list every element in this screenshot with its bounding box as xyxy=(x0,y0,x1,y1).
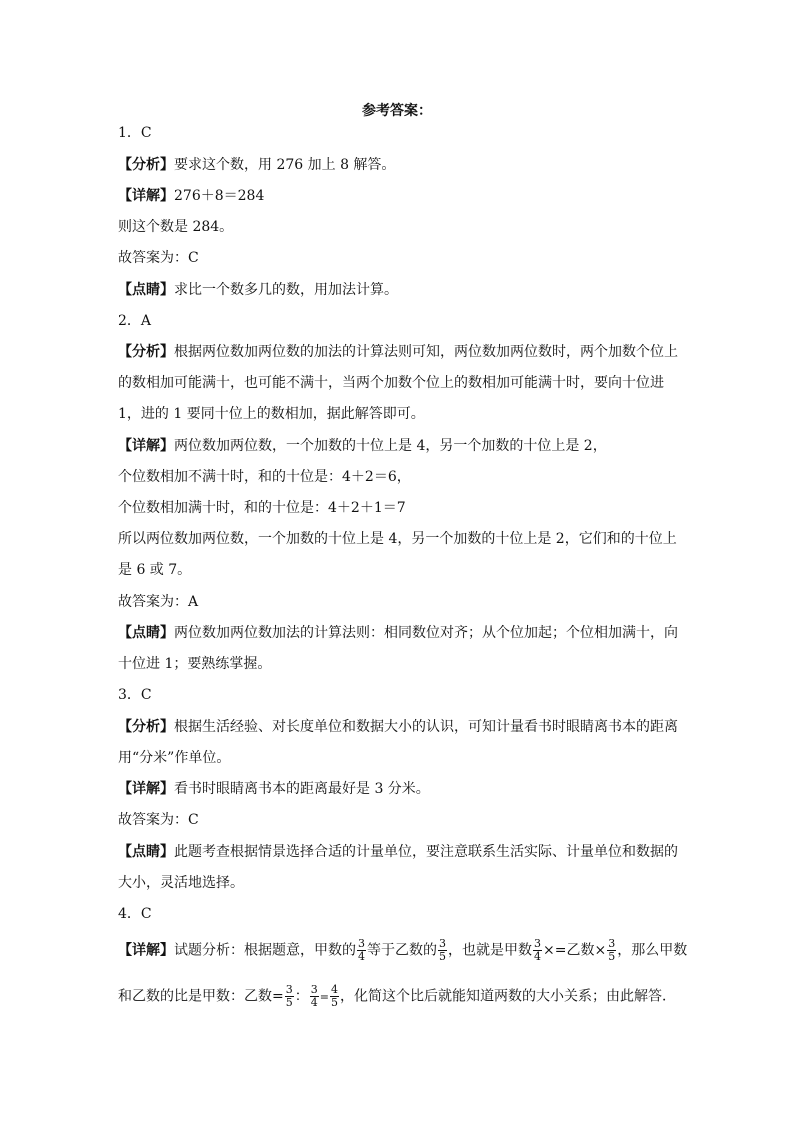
fraction-three-quarters: $\frac{3}{4}$ xyxy=(534,937,541,963)
q2-detail-line3: 个位数相加满十时，和的十位是：4＋2＋1＝7 xyxy=(118,500,406,516)
q3-analysis xyxy=(118,717,678,737)
q2-detail-line5: 是 6 或 7。 xyxy=(118,562,192,578)
q2-detail-line4: 所以两位数加两位数，一个加数的十位上是 4，另一个加数的十位上是 2，它们和的十位上 xyxy=(118,531,677,547)
q2-heading: 2．A xyxy=(118,313,152,329)
detail-tag: 【详解】 xyxy=(118,781,174,797)
q2-analysis-line2: 的数相加可能满十，也可能不满十，当两个加数个位上的数相加可能满十时，要向十位进 xyxy=(118,375,664,391)
equals-sign: = xyxy=(319,990,329,1004)
q4-detail xyxy=(118,937,688,963)
detail-text-h: ，化简这个比后就能知道两数的大小关系；由此解答． xyxy=(339,988,676,1005)
detail-text-c: ，也就是甲数 xyxy=(448,942,532,959)
detail-text: 276＋8＝284 xyxy=(174,188,265,204)
q1-answer: 故答案为：C xyxy=(118,250,199,266)
detail-text: 两位数加两位数，一个加数的十位上是 4，另一个加数的十位上是 2， xyxy=(174,438,607,454)
detail-text-e: ，那么甲数 xyxy=(617,942,688,959)
q3-heading: 3．C xyxy=(118,687,152,703)
detail-text-f: 和乙数的比是甲数：乙数= xyxy=(118,988,284,1005)
fraction-four-fifths: $\frac{4}{5}$ xyxy=(330,983,338,1009)
analysis-text: 要求这个数，用 276 加上 8 解答。 xyxy=(174,157,396,173)
detail-text-d: ×=乙数× xyxy=(543,942,607,959)
point-text: 两位数加两位数加法的计算法则：相同数位对齐；从个位加起；个位相加满十，向 xyxy=(174,625,678,641)
q3-analysis-line2: 用“分米”作单位。 xyxy=(118,750,231,766)
q2-point xyxy=(118,623,678,643)
q3-detail xyxy=(118,779,678,799)
q1-analysis xyxy=(118,155,678,175)
fraction-three-quarters: $\frac{3}{4}$ xyxy=(358,937,365,963)
detail-tag: 【详解】 xyxy=(118,438,174,454)
detail-tag: 【详解】 xyxy=(118,188,174,204)
q2-answer: 故答案为：A xyxy=(118,594,199,610)
point-text: 求比一个数多几的数，用加法计算。 xyxy=(174,282,398,298)
q3-point-line2: 大小，灵活地选择。 xyxy=(118,875,244,891)
detail-text-g: ： xyxy=(294,988,309,1005)
analysis-tag: 【分析】 xyxy=(118,157,174,173)
q2-analysis-line3: 1，进的 1 要同十位上的数相加，据此解答即可。 xyxy=(118,406,425,422)
q1-detail xyxy=(118,186,678,206)
analysis-text: 根据两位数加两位数的加法的计算法则可知，两位数加两位数时，两个加数个位上 xyxy=(174,344,678,360)
point-tag: 【点睛】 xyxy=(118,625,174,641)
fraction-three-fifths: $\frac{3}{5}$ xyxy=(608,937,616,963)
q4-heading: 4．C xyxy=(118,906,152,922)
q2-detail-line2: 个位数相加不满十时，和的十位是：4＋2＝6， xyxy=(118,469,411,485)
q3-answer: 故答案为：C xyxy=(118,812,199,828)
detail-text-b: 等于乙数的 xyxy=(367,942,437,959)
point-tag: 【点睛】 xyxy=(118,844,174,860)
detail-tag: 【详解】 xyxy=(118,942,174,959)
q1-heading: 1．C xyxy=(118,125,152,141)
analysis-text: 根据生活经验、对长度单位和数据大小的认识，可知计量看书时眼睛离书本的距离 xyxy=(174,719,678,735)
q1-conclusion: 则这个数是 284。 xyxy=(118,219,234,235)
analysis-tag: 【分析】 xyxy=(118,344,174,360)
q2-detail xyxy=(118,436,678,456)
q2-analysis xyxy=(118,342,678,362)
detail-text: 看书时眼睛离书本的距离最好是 3 分米。 xyxy=(174,781,430,797)
fraction-three-quarters: $\frac{3}{4}$ xyxy=(310,983,318,1009)
fraction-three-fifths: $\frac{3}{5}$ xyxy=(285,983,293,1009)
q2-point-line2: 十位进 1；要熟练掌握。 xyxy=(118,656,272,672)
q4-detail-line2 xyxy=(118,984,678,1009)
point-text: 此题考查根据情景选择合适的计量单位，要注意联系生活实际、计量单位和数据的 xyxy=(174,844,678,860)
point-tag: 【点睛】 xyxy=(118,282,174,298)
fraction-three-fifths: $\frac{3}{5}$ xyxy=(439,937,446,963)
q3-point xyxy=(118,842,678,862)
analysis-tag: 【分析】 xyxy=(118,719,174,735)
q1-point xyxy=(118,280,678,300)
page-title: 参考答案： xyxy=(362,103,432,119)
detail-text-a: 试题分析：根据题意，甲数的 xyxy=(174,942,356,959)
